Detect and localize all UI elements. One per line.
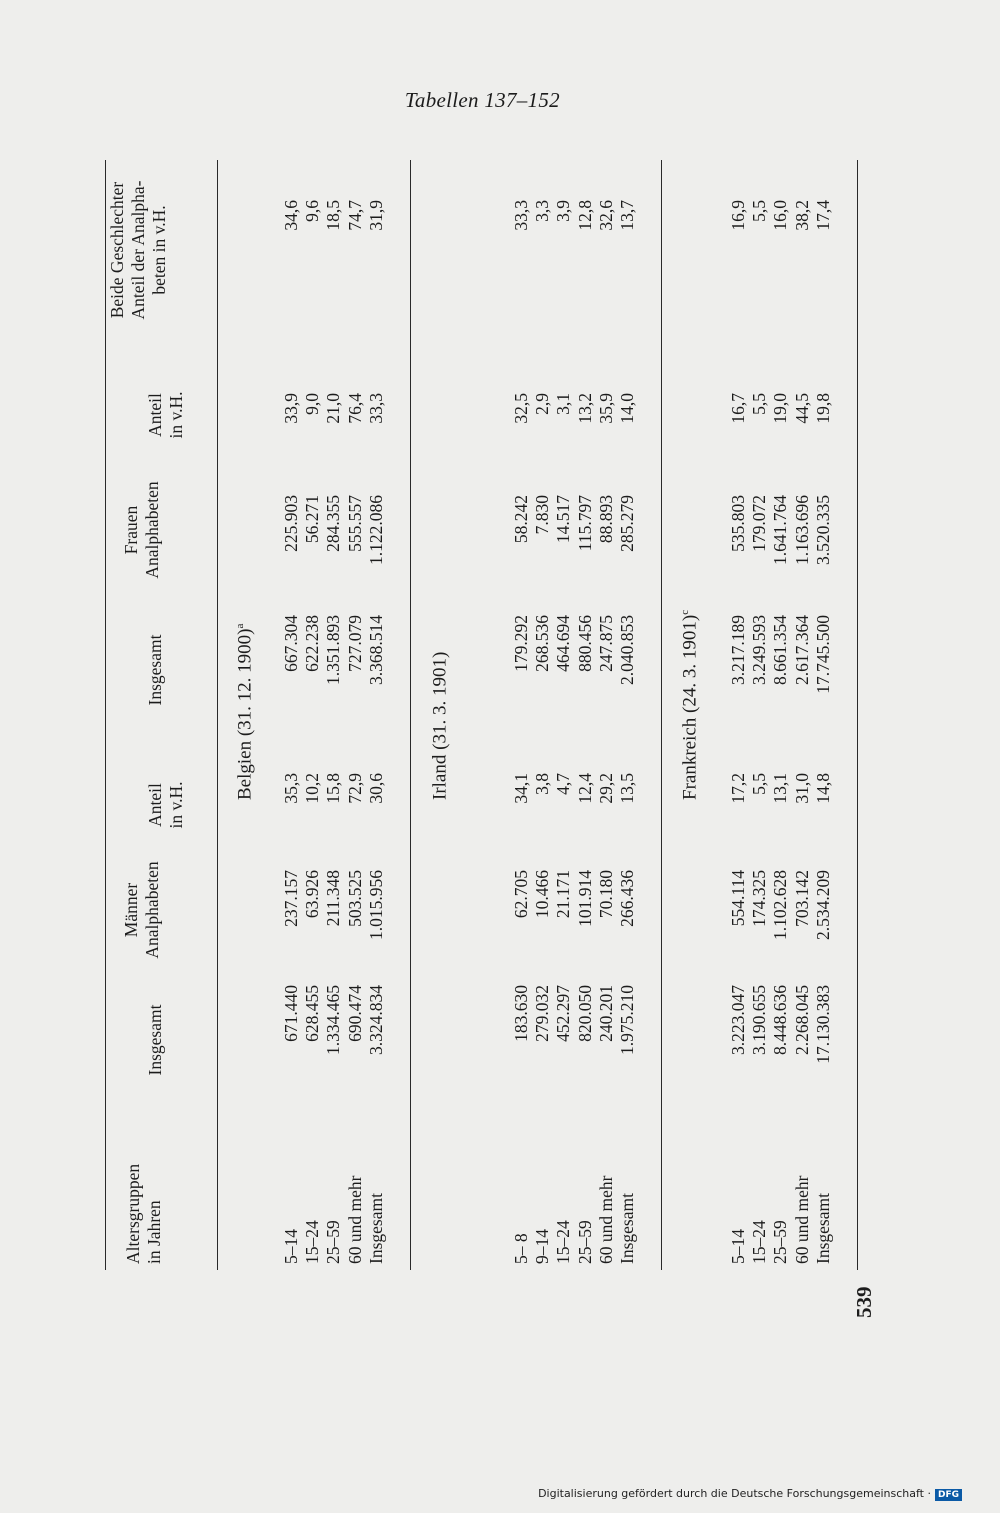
footer-text: Digitalisierung gefördert durch die Deutsche Forschungsgemeinschaft · — [538, 1487, 931, 1500]
women-illit-cell: 284.355 — [323, 495, 344, 552]
header-women-share-l1: Anteil — [145, 393, 165, 437]
table-row — [770, 110, 791, 1270]
both-share-cell: 34,6 — [281, 200, 301, 231]
age-cell: 15–24 — [553, 1220, 574, 1264]
men-total-cell: 240.201 — [595, 985, 616, 1042]
both-share-cell: 16,0 — [770, 200, 791, 231]
women-share-cell: 9,0 — [302, 393, 323, 415]
dfg-logo: DFG — [935, 1489, 962, 1501]
footer — [538, 1487, 962, 1501]
age-cell: 9–14 — [532, 1229, 553, 1264]
table-row — [749, 110, 770, 1270]
men-illit-cell: 101.914 — [574, 870, 595, 927]
women-total-cell: 727.079 — [344, 615, 365, 672]
men-illit-cell: 174.325 — [749, 870, 770, 927]
men-share-cell: 17,2 — [728, 773, 748, 804]
women-total-cell: 3.217.189 — [728, 615, 748, 685]
women-total-cell: 17.745.500 — [812, 615, 833, 694]
women-share-cell: 16,7 — [728, 393, 748, 424]
both-share-cell: 18,5 — [323, 200, 344, 231]
table-bottom-rule — [857, 160, 858, 1270]
table-row — [302, 110, 323, 1270]
women-illit-cell: 58.242 — [511, 495, 531, 544]
table-row — [575, 110, 596, 1270]
section-note: c — [679, 609, 691, 615]
table-row — [511, 110, 532, 1270]
women-illit-cell: 225.903 — [281, 495, 301, 552]
men-share-cell: 10,2 — [302, 773, 323, 804]
table-row — [792, 110, 813, 1270]
men-total-cell: 820.050 — [574, 985, 595, 1042]
men-illit-cell: 63.926 — [302, 870, 323, 919]
women-share-cell: 76,4 — [344, 393, 365, 424]
men-illit-cell: 1.102.628 — [770, 870, 791, 940]
header-men-total: Insgesamt — [145, 1004, 165, 1076]
table-row — [553, 110, 574, 1270]
men-total-cell: 690.474 — [344, 985, 365, 1042]
header-both-l3: beten in v.H. — [149, 205, 169, 295]
men-total-cell: 452.297 — [553, 985, 574, 1042]
women-share-cell: 21,0 — [323, 393, 344, 424]
header-women-share-l2: in v.H. — [166, 391, 186, 439]
men-share-cell: 4,7 — [553, 773, 574, 795]
both-share-cell: 3,3 — [532, 200, 553, 222]
men-total-cell: 183.630 — [511, 985, 531, 1042]
men-share-cell: 35,3 — [281, 773, 301, 804]
men-illit-cell: 503.525 — [344, 870, 365, 927]
women-illit-cell: 1.163.696 — [791, 495, 812, 565]
section-title-frankreich — [675, 610, 700, 800]
table-row — [532, 110, 553, 1270]
table-row — [596, 110, 617, 1270]
men-share-cell: 14,8 — [812, 773, 833, 804]
men-illit-cell: 62.705 — [511, 870, 531, 919]
women-total-cell: 2.040.853 — [617, 615, 637, 685]
section-title-text: Irland (31. 3. 1901) — [429, 651, 451, 800]
women-share-cell: 35,9 — [595, 393, 616, 424]
women-total-cell: 2.617.364 — [791, 615, 812, 685]
both-share-cell: 33,3 — [511, 200, 531, 231]
men-illit-cell: 237.157 — [281, 870, 301, 927]
men-total-cell: 628.455 — [302, 985, 323, 1042]
age-cell: Insgesamt — [617, 1193, 637, 1264]
age-cell: 15–24 — [302, 1220, 323, 1264]
header-men-share-l2: in v.H. — [166, 781, 186, 829]
header-women-illit — [121, 470, 163, 590]
men-illit-cell: 10.466 — [532, 870, 553, 919]
men-share-cell: 12,4 — [574, 773, 595, 804]
women-share-cell: 19,0 — [770, 393, 791, 424]
men-share-cell: 15,8 — [323, 773, 344, 804]
men-share-cell: 13,1 — [770, 773, 791, 804]
both-share-cell: 9,6 — [302, 200, 323, 222]
header-both-l2: Anteil der Analpha- — [128, 180, 148, 320]
section-title-irland — [425, 652, 450, 800]
header-men-share — [145, 765, 187, 845]
men-total-cell: 2.268.045 — [791, 985, 812, 1055]
both-share-cell: 3,9 — [553, 200, 574, 222]
header-women-total: Insgesamt — [145, 634, 165, 706]
age-cell: 15–24 — [749, 1220, 770, 1264]
table-row — [813, 110, 834, 1270]
men-share-cell: 72,9 — [344, 773, 365, 804]
women-illit-cell: 535.803 — [728, 495, 748, 552]
women-illit-cell: 1.641.764 — [770, 495, 791, 565]
women-total-cell: 622.238 — [302, 615, 323, 672]
both-share-cell: 38,2 — [791, 200, 812, 231]
women-illit-cell: 14.517 — [553, 495, 574, 544]
age-cell: 5–14 — [281, 1229, 301, 1264]
women-total-cell: 880.456 — [574, 615, 595, 672]
header-both — [107, 160, 170, 340]
header-men-group: Männer — [121, 882, 141, 938]
women-total-cell: 464.694 — [553, 615, 574, 672]
section-note: a — [234, 623, 246, 629]
header-age-line1: Altersgruppen — [123, 1163, 143, 1264]
men-illit-cell: 266.436 — [617, 870, 637, 927]
section-title-text: Belgien (31. 12. 1900) — [234, 628, 256, 800]
women-illit-cell: 285.279 — [617, 495, 637, 552]
men-illit-cell: 1.015.956 — [365, 870, 386, 940]
women-share-cell: 19,8 — [812, 393, 833, 424]
table-row — [345, 110, 366, 1270]
table-top-rule — [105, 160, 106, 1270]
men-illit-cell: 211.348 — [323, 870, 344, 927]
women-share-cell: 13,2 — [574, 393, 595, 424]
both-share-cell: 32,6 — [595, 200, 616, 231]
women-illit-cell: 56.271 — [302, 495, 323, 544]
women-total-cell: 1.351.893 — [323, 615, 344, 685]
women-illit-cell: 88.893 — [595, 495, 616, 544]
both-share-cell: 74,7 — [344, 200, 365, 231]
men-illit-cell: 2.534.209 — [812, 870, 833, 940]
women-share-cell: 33,3 — [365, 393, 386, 424]
men-illit-cell: 70.180 — [595, 870, 616, 919]
both-share-cell: 13,7 — [617, 200, 637, 231]
table-row — [366, 110, 387, 1270]
header-age — [123, 1164, 165, 1264]
women-total-cell: 247.875 — [595, 615, 616, 672]
age-cell: Insgesamt — [812, 1193, 833, 1264]
women-total-cell: 268.536 — [532, 615, 553, 672]
age-cell: 25–59 — [323, 1220, 344, 1264]
section-rule — [661, 160, 662, 1270]
age-cell: 60 und mehr — [344, 1175, 365, 1264]
women-total-cell: 3.249.593 — [749, 615, 770, 685]
age-cell: 5–14 — [728, 1229, 748, 1264]
men-share-cell: 29,2 — [595, 773, 616, 804]
table-row — [617, 110, 638, 1270]
table-row — [281, 110, 302, 1270]
women-share-cell: 14,0 — [617, 393, 637, 424]
table-row — [323, 110, 344, 1270]
running-header: Tabellen 137–152 — [404, 88, 560, 112]
age-cell: 25–59 — [574, 1220, 595, 1264]
men-share-cell: 34,1 — [511, 773, 531, 804]
header-men-share-l1: Anteil — [145, 783, 165, 827]
men-total-cell: 8.448.636 — [770, 985, 791, 1055]
women-share-cell: 44,5 — [791, 393, 812, 424]
women-total-cell: 8.661.354 — [770, 615, 791, 685]
age-cell: 25–59 — [770, 1220, 791, 1264]
men-illit-cell: 554.114 — [728, 870, 748, 927]
age-cell: 5– 8 — [511, 1233, 531, 1264]
women-share-cell: 2,9 — [532, 393, 553, 415]
men-total-cell: 1.334.465 — [323, 985, 344, 1055]
section-title-text: Frankreich (24. 3. 1901) — [679, 614, 701, 800]
both-share-cell: 5,5 — [749, 200, 770, 222]
header-women-illit-label: Analphabeten — [142, 481, 162, 579]
both-share-cell: 17,4 — [812, 200, 833, 231]
women-total-cell: 667.304 — [281, 615, 301, 672]
section-title-belgien — [230, 624, 255, 800]
table-row — [728, 110, 749, 1270]
both-share-cell: 31,9 — [365, 200, 386, 231]
men-total-cell: 279.032 — [532, 985, 553, 1042]
age-cell: 60 und mehr — [595, 1175, 616, 1264]
women-illit-cell: 179.072 — [749, 495, 770, 552]
men-total-cell: 1.975.210 — [617, 985, 637, 1055]
header-rule — [217, 160, 218, 1270]
women-illit-cell: 3.520.335 — [812, 495, 833, 565]
women-share-cell: 32,5 — [511, 393, 531, 424]
men-total-cell: 3.190.655 — [749, 985, 770, 1055]
women-share-cell: 5,5 — [749, 393, 770, 415]
header-women-group: Frauen — [121, 505, 141, 555]
literacy-table — [105, 110, 875, 1270]
women-illit-cell: 555.557 — [344, 495, 365, 552]
both-share-cell: 12,8 — [574, 200, 595, 231]
men-total-cell: 3.223.047 — [728, 985, 748, 1055]
men-illit-cell: 21.171 — [553, 870, 574, 919]
men-total-cell: 17.130.383 — [812, 985, 833, 1064]
women-illit-cell: 1.122.086 — [365, 495, 386, 565]
header-men-illit — [121, 850, 163, 970]
men-share-cell: 31,0 — [791, 773, 812, 804]
men-share-cell: 3,8 — [532, 773, 553, 795]
header-age-line2: in Jahren — [144, 1200, 164, 1264]
men-share-cell: 30,6 — [365, 773, 386, 804]
women-illit-cell: 115.797 — [574, 495, 595, 552]
women-illit-cell: 7.830 — [532, 495, 553, 535]
page-number: 539 — [852, 1286, 876, 1318]
section-rule — [410, 160, 411, 1270]
women-total-cell: 3.368.514 — [365, 615, 386, 685]
header-women-share — [145, 375, 187, 455]
men-total-cell: 671.440 — [281, 985, 301, 1042]
men-share-cell: 13,5 — [617, 773, 637, 804]
both-share-cell: 16,9 — [728, 200, 748, 231]
age-cell: Insgesamt — [365, 1193, 386, 1264]
header-men-illit-label: Analphabeten — [142, 861, 162, 959]
age-cell: 60 und mehr — [791, 1175, 812, 1264]
men-total-cell: 3.324.834 — [365, 985, 386, 1055]
men-illit-cell: 703.142 — [791, 870, 812, 927]
header-both-l1: Beide Geschlechter — [107, 181, 127, 319]
men-share-cell: 5,5 — [749, 773, 770, 795]
women-total-cell: 179.292 — [511, 615, 531, 672]
women-share-cell: 3,1 — [553, 393, 574, 415]
women-share-cell: 33,9 — [281, 393, 301, 424]
